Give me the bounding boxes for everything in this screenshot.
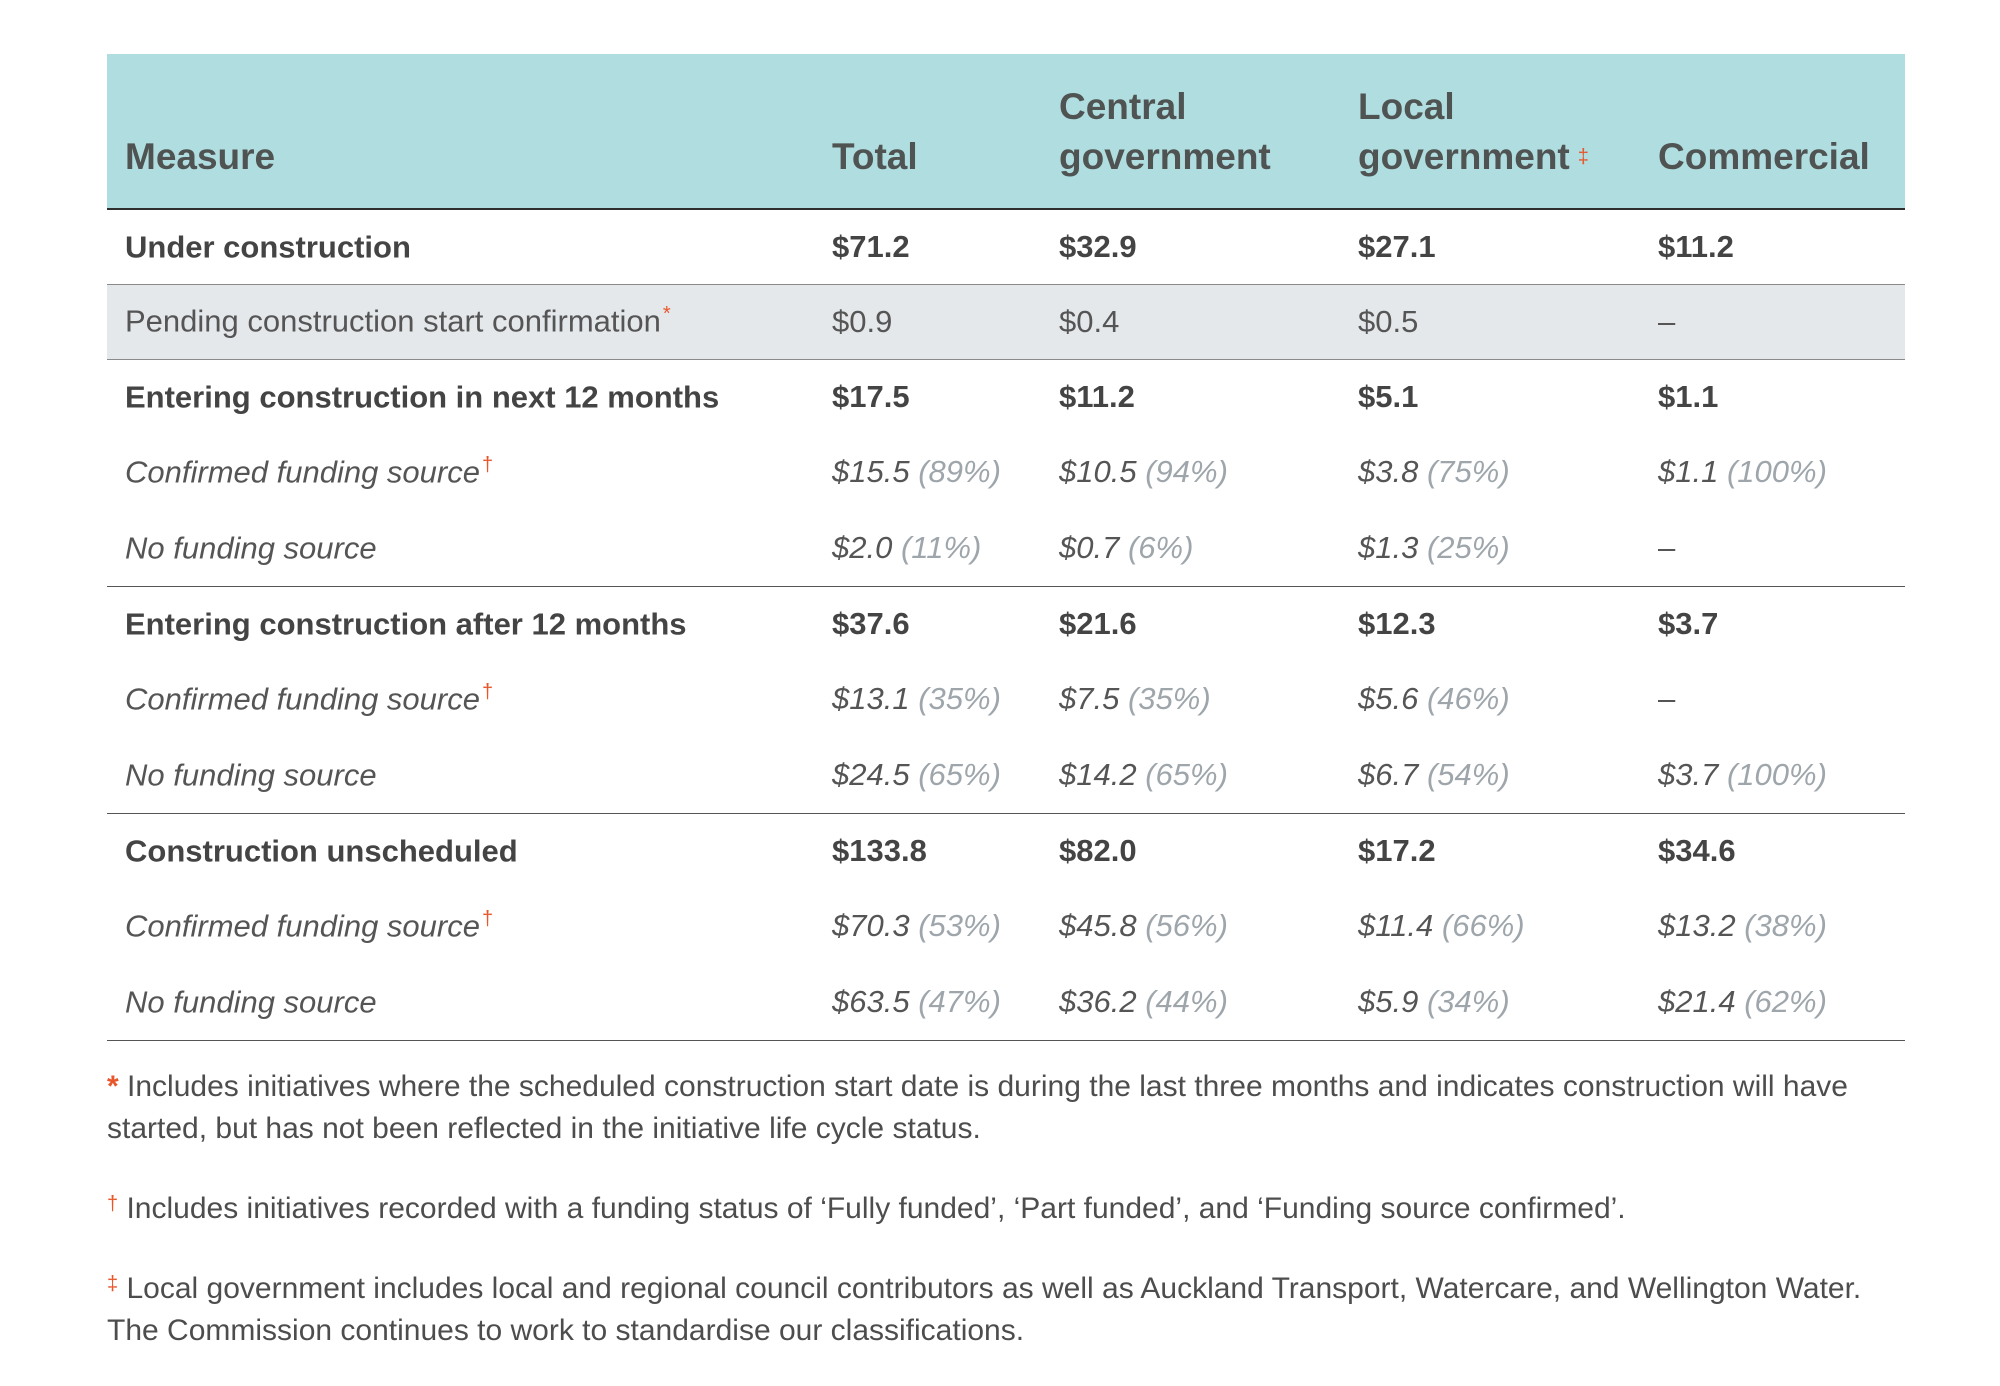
central-value: $0.7 bbox=[1059, 529, 1120, 565]
commercial-percent: (38%) bbox=[1744, 908, 1827, 943]
central-percent: (56%) bbox=[1145, 908, 1228, 943]
row-label-cell bbox=[107, 813, 814, 888]
local-cell bbox=[1340, 964, 1640, 1040]
commercial-value: $3.7 bbox=[1658, 605, 1719, 641]
total-cell bbox=[814, 209, 1041, 284]
total-cell bbox=[814, 510, 1041, 586]
commercial-cell bbox=[1640, 661, 1905, 737]
total-value: $133.8 bbox=[832, 832, 927, 868]
local-cell bbox=[1340, 359, 1640, 434]
row-label: No funding source bbox=[125, 529, 377, 565]
footnote-mark: † bbox=[481, 453, 494, 476]
commercial-percent: (100%) bbox=[1726, 454, 1827, 489]
central-percent: (44%) bbox=[1145, 983, 1228, 1019]
local-value: $3.8 bbox=[1358, 454, 1419, 489]
row-label-cell bbox=[107, 359, 814, 434]
central-percent: (65%) bbox=[1145, 756, 1228, 792]
table-body bbox=[107, 209, 1905, 1040]
local-cell bbox=[1340, 813, 1640, 888]
row-label-cell bbox=[107, 434, 814, 510]
local-value: $17.2 bbox=[1358, 832, 1436, 868]
commercial-cell bbox=[1640, 964, 1905, 1040]
commercial-value: $1.1 bbox=[1658, 378, 1719, 414]
table-row bbox=[107, 737, 1905, 813]
local-percent: (46%) bbox=[1426, 681, 1510, 716]
central-cell bbox=[1041, 888, 1340, 964]
commercial-cell bbox=[1640, 813, 1905, 888]
total-percent: (47%) bbox=[918, 983, 1001, 1019]
central-cell bbox=[1041, 209, 1340, 284]
commercial-value: $1.1 bbox=[1658, 454, 1719, 489]
local-cell bbox=[1340, 510, 1640, 586]
header-total: Total bbox=[832, 136, 918, 177]
row-label: Confirmed funding source bbox=[125, 908, 480, 944]
local-cell bbox=[1340, 209, 1640, 284]
local-value: $1.3 bbox=[1358, 529, 1419, 565]
local-value: $5.9 bbox=[1358, 983, 1419, 1019]
central-cell bbox=[1041, 737, 1340, 813]
table-row bbox=[107, 888, 1905, 964]
central-value: $36.2 bbox=[1059, 983, 1137, 1019]
local-cell bbox=[1340, 737, 1640, 813]
row-label-cell bbox=[107, 737, 814, 813]
central-value: $11.2 bbox=[1059, 378, 1135, 414]
row-label-cell bbox=[107, 284, 814, 359]
header-commercial: Commercial bbox=[1658, 136, 1870, 177]
commercial-value: $34.6 bbox=[1658, 832, 1736, 868]
local-percent: (34%) bbox=[1426, 983, 1510, 1019]
commercial-value: $13.2 bbox=[1658, 908, 1736, 943]
central-value: $32.9 bbox=[1059, 228, 1137, 264]
local-cell bbox=[1340, 661, 1640, 737]
table-row bbox=[107, 661, 1905, 737]
central-value: $7.5 bbox=[1059, 681, 1120, 716]
central-cell bbox=[1041, 813, 1340, 888]
row-label: Construction unscheduled bbox=[125, 832, 518, 868]
commercial-cell bbox=[1640, 359, 1905, 434]
central-percent: (35%) bbox=[1127, 681, 1211, 716]
total-value: $13.1 bbox=[832, 681, 910, 716]
total-cell bbox=[814, 964, 1041, 1040]
total-value: $24.5 bbox=[832, 756, 910, 792]
local-value: $27.1 bbox=[1358, 228, 1436, 264]
local-value: $0.5 bbox=[1358, 303, 1419, 339]
footnote-mark: * bbox=[662, 303, 671, 326]
commercial-percent: (62%) bbox=[1744, 983, 1827, 1019]
header-central-government: Central government bbox=[1059, 86, 1271, 177]
commercial-cell bbox=[1640, 586, 1905, 661]
row-label-cell bbox=[107, 209, 814, 284]
total-value: $17.5 bbox=[832, 378, 910, 414]
total-cell bbox=[814, 737, 1041, 813]
local-cell bbox=[1340, 888, 1640, 964]
footnote-dagger: † Includes initiatives recorded with a funding status of ‘Fully funded’, ‘Part funded’, and ‘Funding source confirmed’. bbox=[107, 1192, 1626, 1225]
table-row bbox=[107, 434, 1905, 510]
total-percent: (53%) bbox=[918, 908, 1001, 943]
header-local-government: Local government ‡ bbox=[1358, 86, 1589, 177]
total-value: $71.2 bbox=[832, 228, 910, 264]
row-label-cell bbox=[107, 888, 814, 964]
row-label: No funding source bbox=[125, 983, 377, 1019]
total-percent: (35%) bbox=[918, 681, 1001, 716]
table-row bbox=[107, 586, 1905, 661]
footnote-mark: † bbox=[481, 680, 494, 703]
central-cell bbox=[1041, 510, 1340, 586]
commercial-cell bbox=[1640, 209, 1905, 284]
commercial-cell bbox=[1640, 284, 1905, 359]
local-cell bbox=[1340, 284, 1640, 359]
central-value: $21.6 bbox=[1059, 605, 1137, 641]
row-label: Entering construction after 12 months bbox=[125, 605, 687, 641]
total-value: $2.0 bbox=[832, 529, 893, 565]
table-row bbox=[107, 964, 1905, 1040]
total-percent: (65%) bbox=[918, 756, 1001, 792]
total-cell bbox=[814, 813, 1041, 888]
total-percent: (89%) bbox=[918, 454, 1001, 489]
central-value: $10.5 bbox=[1059, 454, 1137, 489]
footnotes bbox=[107, 1066, 1897, 1385]
funding-table bbox=[107, 54, 1905, 1041]
table-row bbox=[107, 510, 1905, 586]
row-label-cell bbox=[107, 586, 814, 661]
local-value: $6.7 bbox=[1358, 756, 1419, 792]
central-cell bbox=[1041, 586, 1340, 661]
commercial-value: $11.2 bbox=[1658, 228, 1734, 264]
total-value: $37.6 bbox=[832, 605, 910, 641]
total-cell bbox=[814, 888, 1041, 964]
row-label: Entering construction in next 12 months bbox=[125, 378, 720, 414]
footnote-mark: † bbox=[481, 907, 494, 930]
header-measure: Measure bbox=[125, 136, 276, 177]
header-row bbox=[107, 54, 1905, 209]
local-value: $11.4 bbox=[1358, 908, 1434, 943]
table-row bbox=[107, 813, 1905, 888]
commercial-cell bbox=[1640, 434, 1905, 510]
total-cell bbox=[814, 359, 1041, 434]
footnote-asterisk: * Includes initiatives where the scheduled construction start date is during the last three months and indicates construction will have started, but has not been reflected in the initiative life cycle status. bbox=[107, 1070, 1848, 1145]
central-percent: (6%) bbox=[1127, 529, 1194, 565]
total-value: $0.9 bbox=[832, 303, 893, 339]
total-value: $63.5 bbox=[832, 983, 910, 1019]
local-percent: (66%) bbox=[1441, 908, 1525, 943]
commercial-percent: (100%) bbox=[1726, 756, 1827, 792]
row-label: Under construction bbox=[125, 228, 411, 264]
row-label: Confirmed funding source bbox=[125, 681, 480, 717]
local-value: $12.3 bbox=[1358, 605, 1436, 641]
commercial-cell bbox=[1640, 737, 1905, 813]
row-label-cell bbox=[107, 964, 814, 1040]
local-value: $5.1 bbox=[1358, 378, 1419, 414]
table-row bbox=[107, 209, 1905, 284]
total-cell bbox=[814, 434, 1041, 510]
table-row bbox=[107, 359, 1905, 434]
central-value: $45.8 bbox=[1059, 908, 1137, 943]
funding-table-container bbox=[107, 54, 1905, 1041]
local-percent: (75%) bbox=[1426, 454, 1510, 489]
footnote-double-dagger: ‡ Local government includes local and regional council contributors as well as Auckland Transport, Watercare, and Wellington Water. The Commission continues to work to standardise our classifications. bbox=[107, 1272, 1862, 1347]
row-label: No funding source bbox=[125, 756, 377, 792]
local-percent: (54%) bbox=[1426, 756, 1510, 792]
total-cell bbox=[814, 586, 1041, 661]
row-label-cell bbox=[107, 661, 814, 737]
local-cell bbox=[1340, 586, 1640, 661]
total-value: $70.3 bbox=[832, 908, 910, 943]
table-row bbox=[107, 284, 1905, 359]
central-cell bbox=[1041, 661, 1340, 737]
row-label: Pending construction start confirmation bbox=[125, 303, 661, 339]
central-value: $82.0 bbox=[1059, 832, 1137, 868]
central-cell bbox=[1041, 964, 1340, 1040]
commercial-cell bbox=[1640, 888, 1905, 964]
central-value: $14.2 bbox=[1059, 756, 1137, 792]
row-label-cell bbox=[107, 510, 814, 586]
row-label: Confirmed funding source bbox=[125, 454, 480, 490]
table-header bbox=[107, 54, 1905, 209]
total-cell bbox=[814, 284, 1041, 359]
central-cell bbox=[1041, 434, 1340, 510]
commercial-value: – bbox=[1658, 681, 1676, 716]
central-cell bbox=[1041, 284, 1340, 359]
local-cell bbox=[1340, 434, 1640, 510]
commercial-value: – bbox=[1658, 303, 1676, 339]
commercial-value: $3.7 bbox=[1658, 756, 1719, 792]
central-cell bbox=[1041, 359, 1340, 434]
commercial-value: – bbox=[1658, 529, 1676, 565]
local-percent: (25%) bbox=[1426, 529, 1510, 565]
double-dagger-footnote-mark: ‡ bbox=[1577, 146, 1589, 168]
local-value: $5.6 bbox=[1358, 681, 1419, 716]
central-value: $0.4 bbox=[1059, 303, 1120, 339]
total-value: $15.5 bbox=[832, 454, 910, 489]
total-cell bbox=[814, 661, 1041, 737]
central-percent: (94%) bbox=[1145, 454, 1228, 489]
total-percent: (11%) bbox=[900, 529, 982, 565]
commercial-value: $21.4 bbox=[1658, 983, 1736, 1019]
commercial-cell bbox=[1640, 510, 1905, 586]
